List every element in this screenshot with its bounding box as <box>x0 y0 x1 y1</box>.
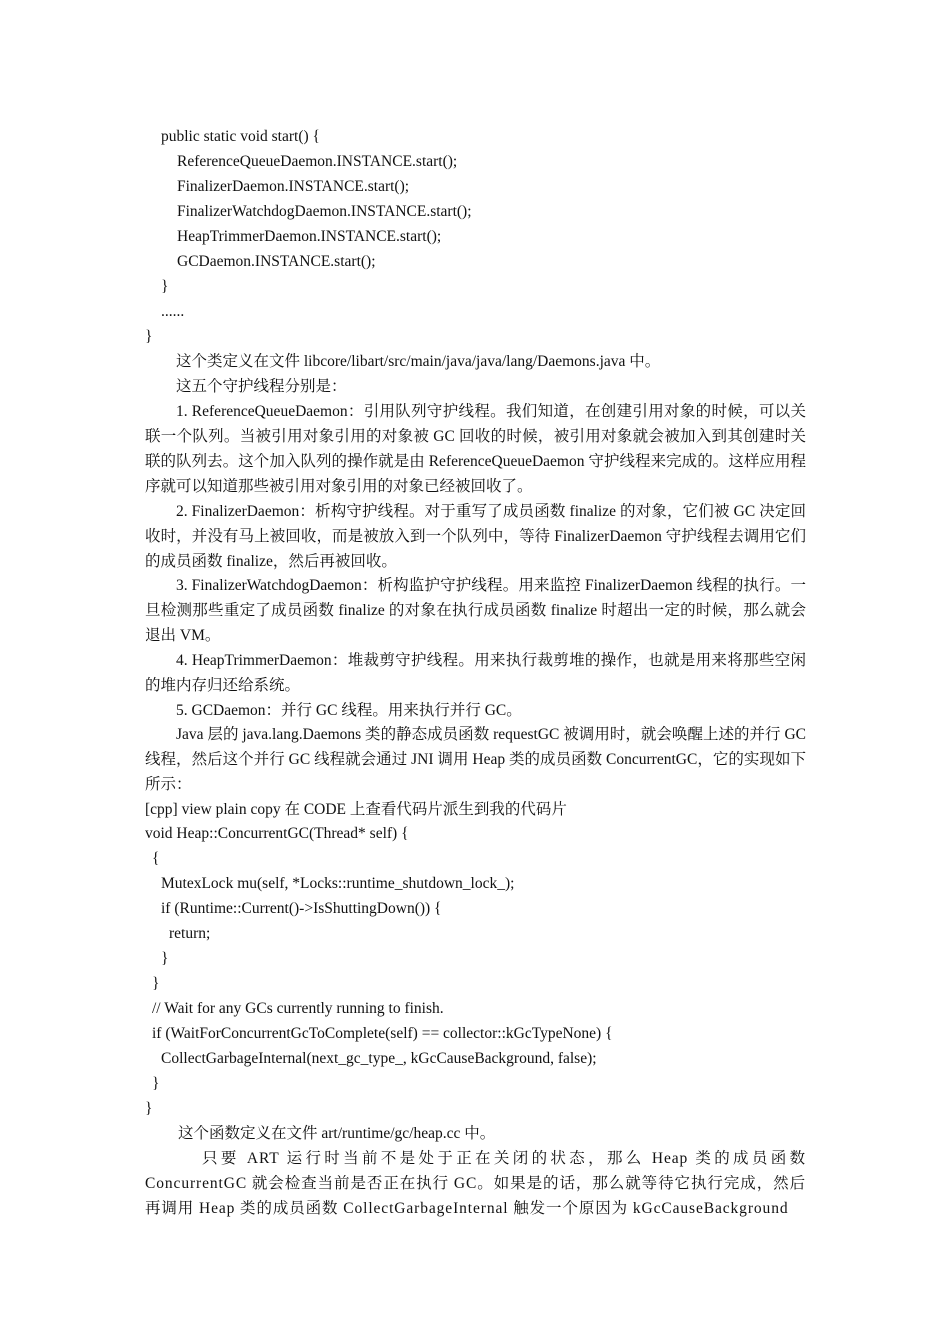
code-comment: // Wait for any GCs currently running to finish. <box>152 1000 444 1017</box>
code-line: } <box>161 950 169 967</box>
list-item-gc-daemon: 5. GCDaemon：并行 GC 线程。用来执行并行 GC。 <box>176 702 522 719</box>
paragraph: 这个函数定义在文件 art/runtime/gc/heap.cc 中。 <box>178 1125 496 1142</box>
code-line: MutexLock mu(self, *Locks::runtime_shutdown_lock_); <box>161 875 515 892</box>
code-line: } <box>145 1100 153 1117</box>
paragraph: Java 层的 java.lang.Daemons 类的静态成员函数 requestGC 被调用时，就会唤醒上述的并行 GC 线程，然后这个并行 GC 线程就会通过 JNI 调用 Heap 类的成员函数 ConcurrentGC，它的实现如下所示： <box>145 726 806 793</box>
code-line: ...... <box>161 303 185 320</box>
code-line: } <box>152 1075 160 1092</box>
list-item-heap-trimmer-daemon: 4. HeapTrimmerDaemon：堆裁剪守护线程。用来执行裁剪堆的操作，也就是用来将那些空闲的堆内存归还给系统。 <box>145 652 806 694</box>
code-line: GCDaemon.INSTANCE.start(); <box>177 253 376 270</box>
paragraph: 只要 ART 运行时当前不是处于正在关闭的状态，那么 Heap 类的成员函数 ConcurrentGC 就会检查当前是否正在执行 GC。如果是的话，那么就等待它执行完成，然后再调用 Heap 类的成员函数 CollectGarbageInternal 触发一个原因为 kGcCauseBackground <box>145 1150 806 1217</box>
code-line: } <box>161 278 169 295</box>
code-line: FinalizerWatchdogDaemon.INSTANCE.start(); <box>177 203 472 220</box>
code-line: if (Runtime::Current()->IsShuttingDown()) { <box>161 900 442 917</box>
paragraph: 这个类定义在文件 libcore/libart/src/main/java/java/lang/Daemons.java 中。 <box>176 353 661 370</box>
code-line: } <box>145 328 153 345</box>
code-line: { <box>152 850 160 867</box>
code-line: CollectGarbageInternal(next_gc_type_, kGcCauseBackground, false); <box>161 1050 597 1067</box>
list-item-finalizer-daemon: 2. FinalizerDaemon：析构守护线程。对于重写了成员函数 finalize 的对象，它们被 GC 决定回收时，并没有马上被回收，而是被放入到一个队列中，等待 FinalizerDaemon 守护线程去调用它们的成员函数 finalize，然后再被回收。 <box>145 503 806 570</box>
code-line: public static void start() { <box>161 128 320 145</box>
list-item-reference-queue-daemon: 1. ReferenceQueueDaemon：引用队列守护线程。我们知道，在创建引用对象的时候，可以关联一个队列。当被引用对象引用的对象被 GC 回收的时候，被引用对象就会被加入到其创建时关联的队列去。这个加入队列的操作就是由 ReferenceQueueDaemon 守护线程来完成的。这样应用程序就可以知道那些被引用对象引用的对象已经被回收了。 <box>145 403 806 495</box>
code-line: void Heap::ConcurrentGC(Thread* self) { <box>145 825 409 842</box>
list-item-finalizer-watchdog-daemon: 3. FinalizerWatchdogDaemon：析构监护守护线程。用来监控 FinalizerDaemon 线程的执行。一旦检测那些重定了成员函数 finalize 的对象在执行成员函数 finalize 时超出一定的时候，那么就会退出 VM。 <box>145 577 806 644</box>
code-line: FinalizerDaemon.INSTANCE.start(); <box>177 178 410 195</box>
code-line: if (WaitForConcurrentGcToComplete(self) == collector::kGcTypeNone) { <box>152 1025 613 1042</box>
code-header: [cpp] view plain copy 在 CODE 上查看代码片派生到我的代码片 <box>145 801 567 818</box>
code-line: return; <box>169 925 211 942</box>
code-line: } <box>152 975 160 992</box>
paragraph: 这五个守护线程分别是： <box>176 378 347 395</box>
code-line: HeapTrimmerDaemon.INSTANCE.start(); <box>177 228 442 245</box>
code-line: ReferenceQueueDaemon.INSTANCE.start(); <box>177 153 458 170</box>
